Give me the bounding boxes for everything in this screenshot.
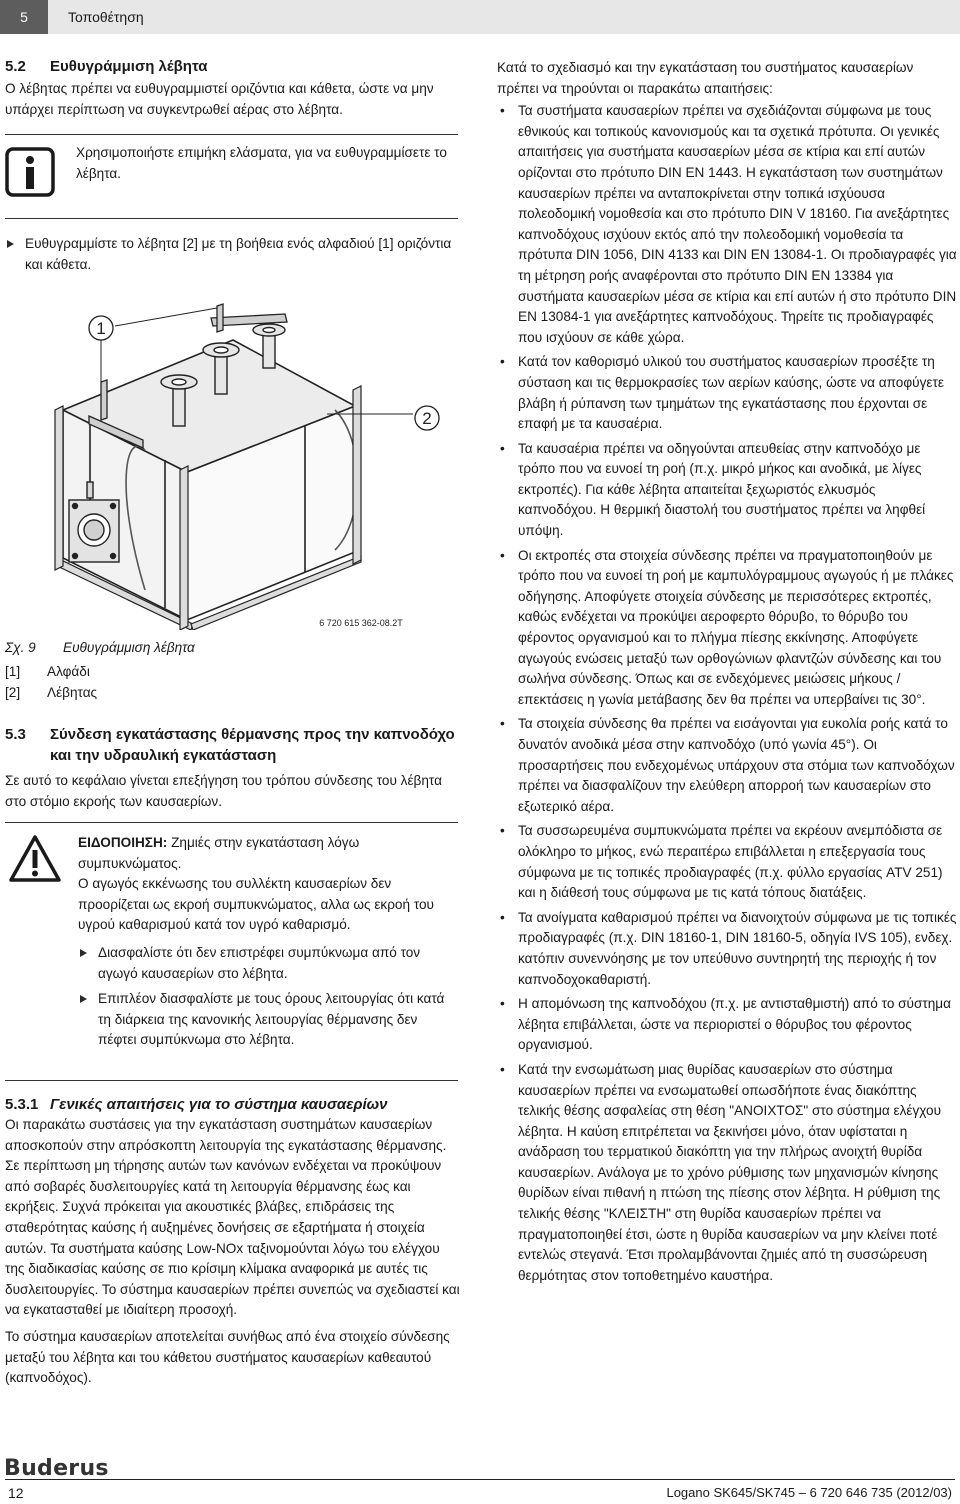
- section-number: 5.3.1: [5, 1096, 39, 1113]
- list-item: • Τα καυσαέρια πρέπει να οδηγούνται απευθείας στην καπνοδόχο με τρόπο που να ευνοεί τη ροή (π.χ. μικρό μήκος και ανοδικά, με λίγες εκτροπές). Για κάθε λέβητα απαιτείται ξεχωριστός ελκυσμός καπνοδόχου. Η θερμική διαστολή του συστήματος πρέπει να ληφθεί υπόψη.: [497, 439, 957, 542]
- chapter-title: Τοποθέτηση: [68, 9, 144, 25]
- list-item: • Τα στοιχεία σύνδεσης θα πρέπει να εισάγονται για ευκολία ροής κατά το δυνατόν ανοδικά μέσα στην καπνοδόχο (υπό γωνία 45°). Οι προσαρτήσεις που ενδεχομένως υπάρχουν στα στόμια των καπνοδόχων πρέπει να διασφαλίζουν την ελεύθερη απορροή των καυσαερίων στο εξωτερικό αέρα.: [497, 714, 957, 817]
- section-title: Ευθυγράμμιση λέβητα: [50, 58, 208, 75]
- section-5-3-1-heading: [5, 1094, 461, 1115]
- figure-caption-text: Ευθυγράμμιση λέβητα: [63, 640, 195, 655]
- list-item: • Κατά τον καθορισμό υλικού του συστήματος καυσαερίων προσέξτε τη σύσταση και τις θερμοκρασίες των αερίων καύσης, ώστε να αποφύγετε βλάβη ή ρύπανση των τμημάτων της εγκατάστασης που έρχονται σε επαφή με τα καυσαέρια.: [497, 352, 957, 434]
- section-5-3-heading: [5, 724, 461, 766]
- list-item: • Οι εκτροπές στα στοιχεία σύνδεσης πρέπει να πραγματοποιηθούν με τρόπο που να ευνοεί τη ροή με καμπυλόγραμμους αγωγούς ή με πλάκες οδήγησης. Αποφύγετε στοιχεία σύνδεσης με περισσότερες εκτροπές, καθώς ενδέχεται να προκύψει αεροφερτο θόρυβο, το θόρυβο του φέροντος οργανισμού και το πλήγμα πίεσης εκκίνησης. Αποφύγετε αγωγούς ενώσεις μεταξύ των ορθογώνιων φλαντζών σύνδεσης και του σωλήνα σύνδεσης. Όπως και σε ενδεχόμενες μειώσεις μήκους / επεκτάσεις η γωνία μετάβασης δεν θα πρέπει να υπερβαίνει τις 30°.: [497, 546, 957, 711]
- boiler-figure: [5, 290, 460, 630]
- warning-step: Διασφαλίστε ότι δεν επιστρέφει συμπύκνωμα από τον αγωγό καυσαερίων στο λέβητα.: [78, 943, 456, 984]
- brand-logo: Buderus: [4, 1456, 109, 1481]
- info-rule-top: [5, 134, 458, 135]
- step-level-boiler: Ευθυγραμμίστε το λέβητα [2] με τη βοήθεια ενός αλφαδιού [1] οριζόντια και κάθετα.: [5, 234, 465, 275]
- figure-label-2: 2: [422, 409, 432, 428]
- warning-step: Επιπλέον διασφαλίστε με τους όρους λειτουργίας ότι κατά τη διάρκεια της κανονικής λειτουργίας θέρμανσης δεν πέφτει συμπύκνωμα στο λέβητα.: [78, 989, 456, 1051]
- figure-code: 6 720 615 362-08.2T: [319, 618, 403, 628]
- section-5-3-1-para1: Οι παρακάτω συστάσεις για την εγκατάσταση συστημάτων καυσαερίων αποσκοπούν στην απρόσκοπτη λειτουργία της εγκατάστασης θέρμανσης. Σε περίπτωση μη τήρησης αυτών των κανόνων ενδέχεται να προκύψουν από σοβαρές δυσλειτουργίες κατά τη λειτουργία θέρμανσης έως και εκρήξεις. Συχνά πρόκειται για ακουστικές βλάβες, επιδράσεις της σταθερότητας καύσης ή αυξημένες δονήσεις σε εξαρτήματα ή στοιχεία αυτών. Τα συστήματα καύσης Low-NOx ταξινομούνται λόγω του ελέγχου της διαδικασίας καύσης σε πιο κρίσιμη κλίμακα αναφορικά με αυτές τις δυσλειτουργίες. Το σύστημα καυσαερίων πρέπει συνεπώς να σχεδιαστεί και να εγκατασταθεί με ιδιαίτερη προσοχή.: [5, 1117, 460, 1318]
- section-5-3-1-para2: Το σύστημα καυσαερίων αποτελείται συνήθως από ένα στοιχείο σύνδεσης μεταξύ του λέβητα και του κάθετου συστήματος καυσαερίων καθεαυτού (καπνοδόχος).: [5, 1328, 450, 1386]
- section-number: 5.2: [5, 58, 26, 75]
- section-5-3: [5, 724, 461, 812]
- legend-item: [1] Αλφάδι: [5, 664, 90, 679]
- figure-label-1: 1: [96, 319, 106, 338]
- page-number: 12: [8, 1485, 24, 1501]
- header-bar: [0, 0, 960, 34]
- figure-caption-number: Σχ. 9: [5, 640, 36, 655]
- warning-heading: [78, 833, 456, 874]
- right-column: [497, 58, 957, 1290]
- list-item: • Τα συσσωρευμένα συμπυκνώματα πρέπει να εκρέουν ανεμπόδιστα σε ολόκληρο το μήκος, ενώ περαιτέρω επιβάλλεται η επεξεργασία τους σύμφωνα με τις τοπικές προδιαγραφές (π.χ. φύλλο εργασίας ATV 251) και η διάθεσή τους σύμφωνα με τις κατά τόπους διατάξεις.: [497, 821, 957, 903]
- section-number: 5.3: [5, 726, 26, 743]
- section-5-2-heading: [5, 56, 461, 77]
- warning-body: Ο αγωγός εκκένωσης του συλλέκτη καυσαερίων δεν προορίζεται ως εκροή συμπυκνώματος, αλλα ως εκροή του υγρού καθαρισμού κατά τον υγρό καθαρισμό.: [78, 876, 434, 933]
- section-5-2-intro: Ο λέβητας πρέπει να ευθυγραμμιστεί οριζόντια και κάθετα, ώστε να μην υπάρχει περίπτωση να συγκεντρωθεί αέρας στο λέβητα.: [5, 81, 434, 117]
- footer-rule: [5, 1479, 955, 1480]
- warning-label: ΕΙΔΟΠΟΙΗΣΗ:: [78, 835, 168, 850]
- section-title: Γενικές απαιτήσεις για το σύστημα καυσαερίων: [50, 1096, 388, 1113]
- info-rule-bottom: [5, 218, 458, 219]
- requirements-intro: Κατά το σχεδιασμό και την εγκατάσταση του συστήματος καυσαερίων πρέπει να τηρούνται οι παρακάτω απαιτήσεις:: [497, 60, 914, 96]
- warning-block: [78, 833, 456, 1051]
- requirements-list: [497, 101, 957, 1286]
- warning-rule-bottom: [5, 1080, 458, 1081]
- legend-item: [2] Λέβητας: [5, 684, 98, 700]
- figure-caption: [5, 638, 455, 659]
- document-reference: Logano SK645/SK745 – 6 720 646 735 (2012/03): [666, 1485, 952, 1500]
- info-icon: [5, 147, 55, 197]
- figure-legend: [5, 662, 455, 703]
- list-item: • Η απομόνωση της καπνοδόχου (π.χ. με αντισταθμιστή) από το σύστημα λέβητα επιβάλλεται, ώστε να περιοριστεί ο θόρυβος του φέροντος οργανισμού.: [497, 994, 957, 1056]
- warning-rule-top: [5, 822, 458, 823]
- warning-icon: [8, 834, 62, 884]
- section-5-3-intro: Σε αυτό το κεφάλαιο γίνεται επεξήγηση του τρόπου σύνδεσης του λέβητα στο στόμιο εκροής των καυσαερίων.: [5, 773, 442, 809]
- list-item: • Κατά την ενσωμάτωση μιας θυρίδας καυσαερίων στο σύστημα καυσαερίων πρέπει να ενσωματωθεί οπωσδήποτε ένας διακόπτης τελικής θέσης ασφαλείας στη θέση "ΑΝΟΙΧΤΟΣ" στο σύστημα ελέγχου λέβητα. Η καύση επιτρέπεται να ξεκινήσει μόνο, όταν υφίσταται η ανάδραση του τερματικού διακόπτη για την πλήρως ανοιχτή θυρίδα καυσαερίων. Ανάλογα με το χρόνο ρύθμισης των μηχανισμών κίνησης θυρίδων είναι πιθανή η πτώση της πίεσης στον λέβητα. Η ρύθμιση της τελικής θέσης "ΚΛΕΙΣΤΗ" στη θυρίδα καυσαερίων πρέπει να πραγματοποιηθεί έτσι, ώστε η θυρίδα καυσαερίων να μην κλείνει ποτέ εντελώς στεγανά. Έτσι προλαμβάνονται ζημιές από τη συσσώρευση θερμότητας στον τοποθετημένο καυστήρα.: [497, 1060, 957, 1287]
- chapter-number: 5: [0, 0, 48, 34]
- info-text: Χρησιμοποιήστε επιμήκη ελάσματα, για να ευθυγραμμίσετε το λέβητα.: [76, 145, 447, 181]
- list-item: • Τα συστήματα καυσαερίων πρέπει να σχεδιάζονται σύμφωνα με τους εθνικούς και τοπικούς κανονισμούς και τα σχετικά πρότυπα. Οι γενικές απαιτήσεις για συστήματα καυσαερίων μέσα σε κτίρια και επί αυτών ορίζονται στο πρότυπο DIN EN 1443. Η εγκατάσταση των συστημάτων καυσαερίων πρέπει να ανταποκρίνεται στην τοπικά ισχύουσα πολεοδομική νομοθεσία και στο πρότυπο DIN V 18160. Για ανεξάρτητες καπνοδόχους ισχύουν εκτός από την πολεοδομική νομοθεσία τα πρότυπα DIN 1056, DIN 4133 και DIN EN 13084-1. Οι προδιαγραφές για τη μέτρηση ροής αναφέρονται στο πρότυπο DIN EN 13384 για συστήματα καυσαερίων μέσα σε κτίρια και επί αυτών ή στο πρότυπο DIN EN 13084-1 για ανεξάρτητες καπνοδόχους. Τηρείτε τις προδιαγραφές που ισχύουν σε κάθε χώρα.: [497, 101, 957, 348]
- section-5-3-1: [5, 1094, 461, 1389]
- warning-title: Ζημιές στην εγκατάσταση λόγω συμπυκνώματος.: [78, 835, 360, 871]
- section-title: Σύνδεση εγκατάστασης θέρμανσης προς την καπνοδόχο και την υδραυλική εγκατάσταση: [50, 726, 455, 764]
- list-item: • Τα ανοίγματα καθαρισμού πρέπει να διανοιχτούν σύμφωνα με τις τοπικές προδιαγραφές (π.χ. DIN 18160-1, DIN 18160-5, οδηγία IVS 105), ενδεχ. κατόπιν συνεννόησης με τον υπεύθυνο συντηρητή της περιοχής ή τον καπνοδοχοκαθαριστή.: [497, 908, 957, 990]
- section-5-2: [5, 56, 461, 120]
